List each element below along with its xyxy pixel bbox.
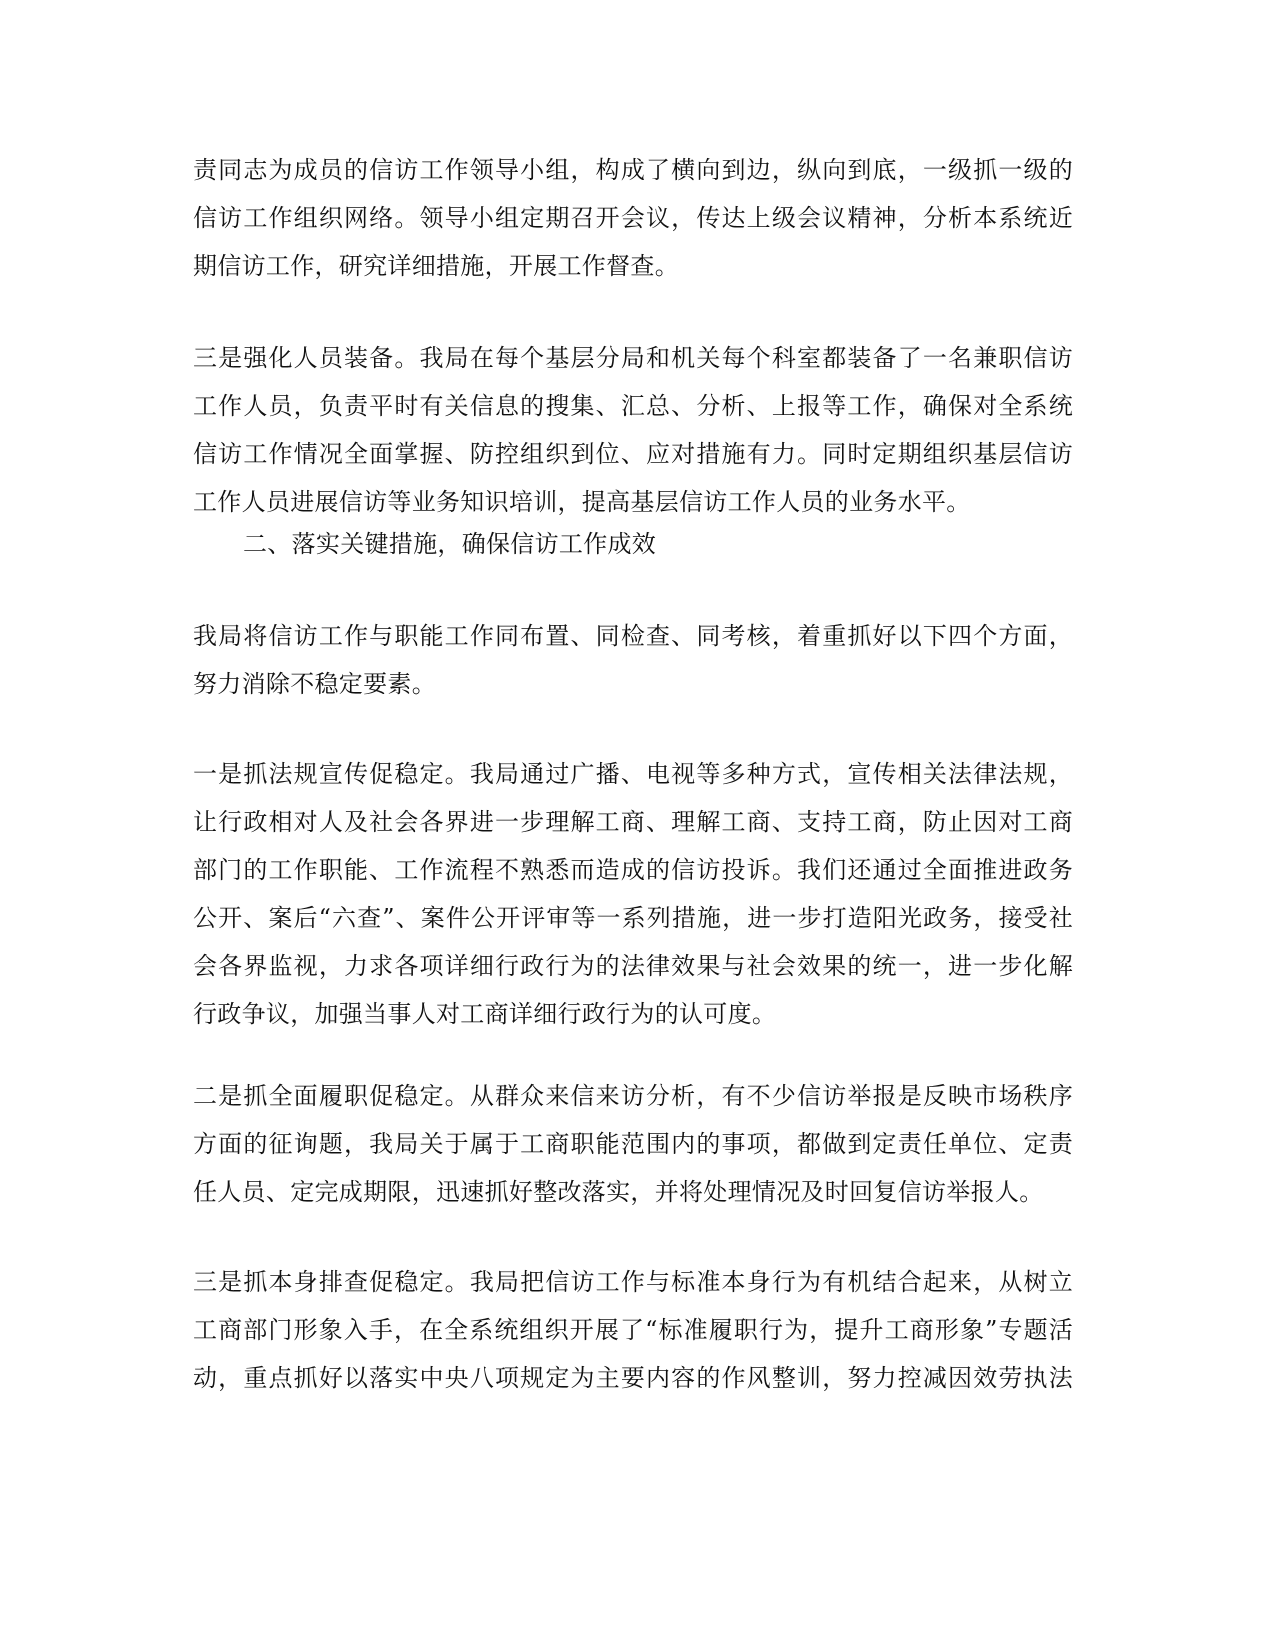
section-heading: 二、落实关键措施，确保信访工作成效 [243,530,657,558]
text-line: 行政争议，加强当事人对工商详细行政行为的认可度。 [193,1000,777,1028]
text-line: 期信访工作，研究详细措施，开展工作督查。 [193,252,679,280]
text-line: 公开、案后“六查”、案件公开评审等一系列措施，进一步打造阳光政务，接受社 [193,904,1073,932]
paragraph-self-inspection [193,1258,1073,1402]
text-line: 努力消除不稳定要素。 [193,670,436,698]
text-line: 会各界监视，力求各项详细行政行为的法律效果与社会效果的统一，进一步化解 [193,952,1073,980]
text-line: 三是强化人员装备。我局在每个基层分局和机关每个科室都装备了一名兼职信访 [193,344,1073,372]
paragraph-legal-publicity [193,750,1073,1038]
text-line: 工商部门形象入手，在全系统组织开展了“标准履职行为，提升工商形象”专题活 [193,1316,1073,1344]
text-line: 方面的征询题，我局关于属于工商职能范围内的事项，都做到定责任单位、定责 [193,1130,1073,1158]
text-line: 一是抓法规宣传促稳定。我局通过广播、电视等多种方式，宣传相关法律法规， [193,760,1073,788]
paragraph-full-duties [193,1072,1073,1216]
text-line: 信访工作情况全面掌握、防控组织到位、应对措施有力。同时定期组织基层信访 [193,440,1073,468]
paragraph-intro-measures [193,612,1073,708]
text-line: 三是抓本身排查促稳定。我局把信访工作与标准本身行为有机结合起来，从树立 [193,1268,1073,1296]
text-line: 我局将信访工作与职能工作同布置、同检查、同考核，着重抓好以下四个方面， [193,622,1073,650]
text-line: 责同志为成员的信访工作领导小组，构成了横向到边，纵向到底，一级抓一级的 [193,156,1073,184]
text-line: 部门的工作职能、工作流程不熟悉而造成的信访投诉。我们还通过全面推进政务 [193,856,1073,884]
text-line: 信访工作组织网络。领导小组定期召开会议，传达上级会议精神，分析本系统近 [193,204,1073,232]
paragraph-staff-equipment [193,334,1073,526]
paragraph-leading-group [193,146,1073,290]
text-line: 让行政相对人及社会各界进一步理解工商、理解工商、支持工商，防止因对工商 [193,808,1073,836]
text-line: 工作人员进展信访等业务知识培训，提高基层信访工作人员的业务水平。 [193,488,971,516]
text-line: 二是抓全面履职促稳定。从群众来信来访分析，有不少信访举报是反映市场秩序 [193,1082,1073,1110]
text-line: 工作人员，负责平时有关信息的搜集、汇总、分析、上报等工作，确保对全系统 [193,392,1073,420]
text-line: 任人员、定完成期限，迅速抓好整改落实，并将处理情况及时回复信访举报人。 [193,1178,1044,1206]
text-line: 动，重点抓好以落实中央八项规定为主要内容的作风整训，努力控减因效劳执法 [193,1364,1073,1392]
